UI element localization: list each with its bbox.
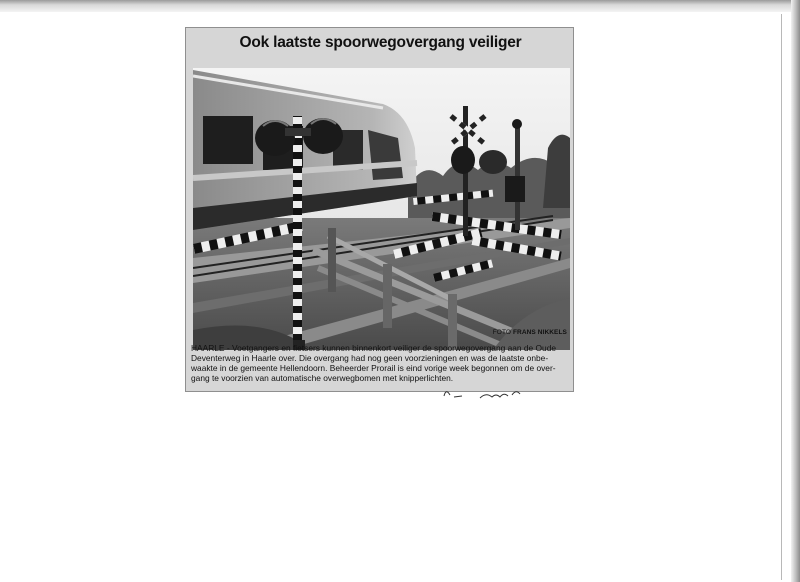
- handwritten-annotation: [440, 386, 530, 400]
- caption-line: gang te voorzien van automatische overwegbomen met knipperlichten.: [191, 373, 454, 383]
- scan-top-edge: [0, 0, 800, 12]
- caption-line: HAARLE - Voetgangers en fietsers kunnen binnenkort veiliger de spoorwegovergang aan de Oude: [191, 343, 557, 353]
- headline: Ook laatste spoorwegovergang veiliger: [239, 34, 522, 51]
- caption-line: Deventerweg in Haarle over. Die overgang had nog geen voorzieningen en was de laatste onbe-: [191, 353, 549, 363]
- photo-credit-name: FRANS NIKKELS: [512, 329, 567, 336]
- scan-fold-line: [781, 14, 782, 580]
- news-photo: [193, 68, 570, 350]
- railway-crossing-photo: [193, 68, 570, 350]
- photo-credit: [493, 329, 567, 336]
- caption-line: waakte in de gemeente Hellendoorn. Beheerder Prorail is eind vorige week begonnen om de over-: [191, 363, 556, 373]
- article-caption: [191, 343, 571, 383]
- photo-credit-prefix: FOTO: [492, 329, 512, 336]
- newspaper-clipping: [185, 27, 574, 392]
- scan-right-edge: [791, 0, 800, 582]
